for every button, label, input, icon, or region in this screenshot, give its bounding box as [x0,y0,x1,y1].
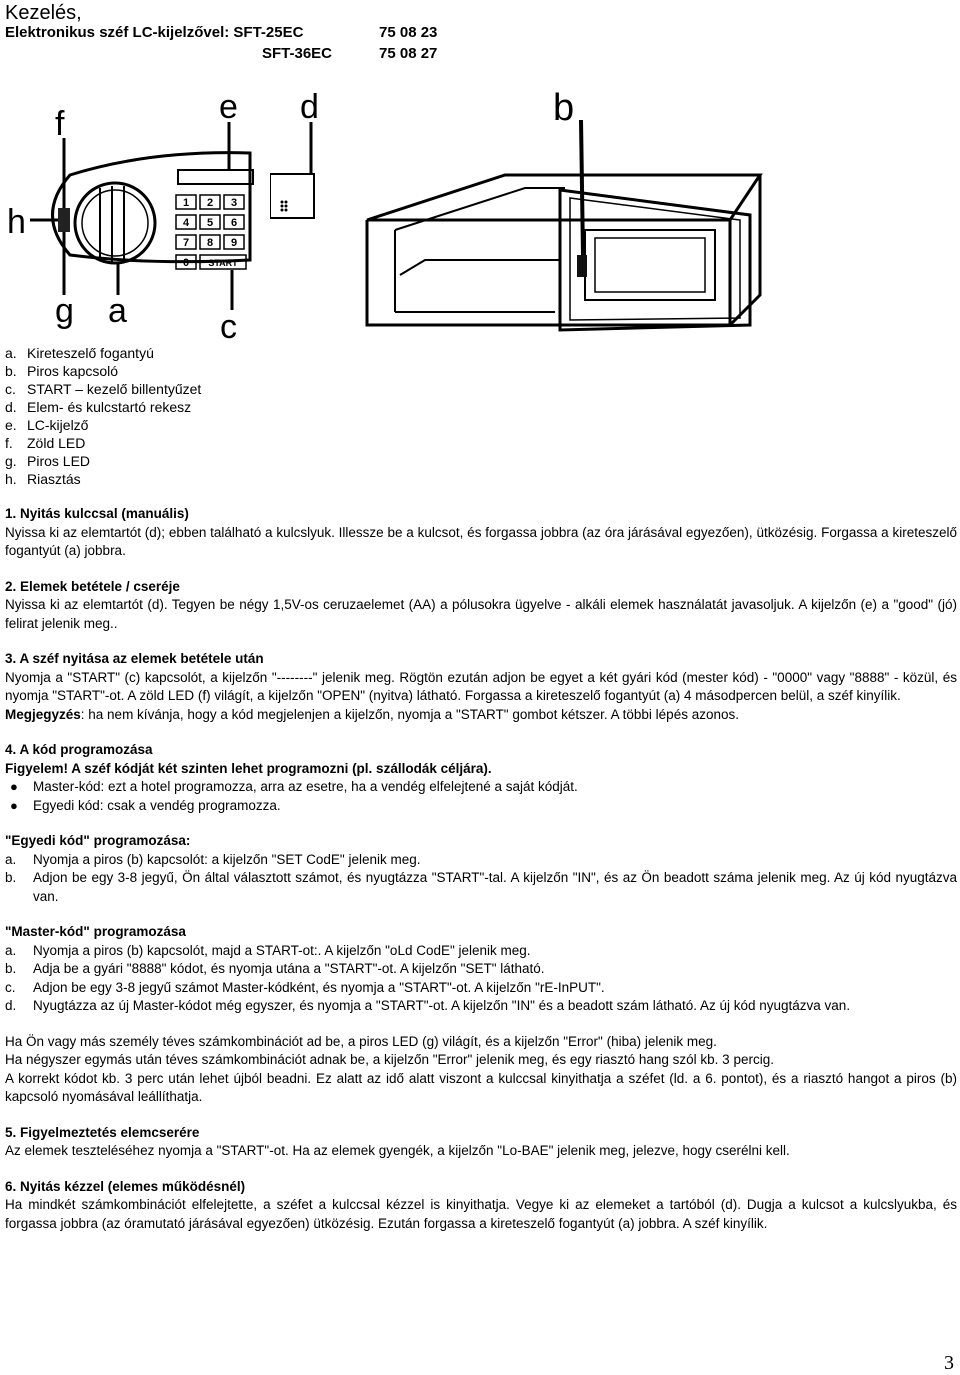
key-7: 7 [182,237,190,249]
product-code-2: 75 08 27 [379,45,438,62]
master-step: b. Adja be a gyári "8888" kódot, és nyomja utána a "START"-ot. A kijelzőn "SET" látható. [5,961,545,976]
legend-item: a. Kireteszelő fogantyú [5,345,154,361]
bullet-icon: ● [10,797,18,813]
section-3-title: 3. A széf nyitása az elemek betétele után [5,651,264,666]
safe-diagram [355,80,955,340]
section-2-text: Nyissa ki az elemtartót (d). Tegyen be négy 1,5V-os ceruzaelemet (AA) a pólusokra ügyelve - alkáli elemek használatát javasoljuk. A kijelzőn (e) a "good" (jó) felirat jelenik meg.. [5,597,957,631]
wrong-code-paragraph: A korrekt kódot kb. 3 perc után lehet újból beadni. Ez alatt az idő alatt viszont a kulccsal kinyithatja a széfet (ld. a 6. pontot), és a riasztó hangot a piros (b) kapcsoló nyomásával leállíthatja. [5,1070,957,1104]
key-start: START [208,258,238,268]
wrong-code-paragraph: Ha Ön vagy más személy téves számkombinációt ad be, a piros LED (g) világít, és a kijelzőn "Error" (hiba) jelenik meg. [5,1033,717,1049]
key-5: 5 [206,217,214,229]
master-step: a. Nyomja a piros (b) kapcsolót, majd a START-ot:. A kijelzőn "oLd CodE" jelenik meg. [5,942,531,958]
section-6-text: Ha mindkét számkombinációt elfelejtette, a széfet a kulccsal kézzel is kinyithatja. Vegye ki az elemeket a tartóból (d). Dugja a kulcsot a kulcslyukba, és forgassa jobbra (az óramutató járásával egyezően) ütközésig. Ezután forgassa a kireteszelő fogantyút (a) jobbra. A széf kinyílik. [5,1197,957,1231]
user-step: a. Nyomja a piros (b) kapcsolót: a kijelzőn "SET CodE" jelenik meg. [5,851,421,867]
page-number: 3 [944,1352,954,1374]
page-title: Kezelés, [5,2,82,24]
model-name-1: Elektronikus széf LC-kijelzővel: SFT-25EC [5,24,304,41]
legend-item: d. Elem- és kulcstartó rekesz [5,399,192,415]
label-g: g [55,292,74,330]
label-b: b [553,87,575,129]
section-1-text: Nyissa ki az elemtartót (d); ebben található a kulcslyuk. Illessze be a kulcsot, és forgassa jobbra (az óra járásával egyezően), ütközésig. Forgassa a kireteszelő fogantyút (a) jobbra. [5,524,957,558]
section-4-title: 4. A kód programozása [5,742,153,757]
section-3-note [5,706,957,725]
legend-item: g. Piros LED [5,453,91,469]
section-2-title: 2. Elemek betétele / cseréje [5,578,180,594]
label-d-text: d [300,90,319,126]
legend-item: b. Piros kapcsoló [5,363,119,379]
legend-item: e. LC-kijelző [5,417,89,433]
master-step: c. Adjon be egy 3-8 jegyű számot Master-kódként, és nyomja a "START"-ot. A kijelzőn "rE-InPUT". [5,979,605,995]
key-8: 8 [206,237,214,249]
section-3-text: Nyomja a "START" (c) kapcsolót, a kijelzőn "--------" jelenik meg. Rögtön ezután adjon be egyet a két gyári kód (mester kód) - "0000" vagy "8888" - közül, és nyomja "START"-ot. A zöld LED (f) világít, a kijelzőn "OPEN" (nyitva) látható. Forgassa a kireteszelő fogantyút (a) 4 másodpercen belül, a széf kinyílik. [5,669,957,703]
legend-item: h. Riasztás [5,471,81,487]
label-a: a [108,292,127,330]
wrong-code-paragraph: Ha négyszer egymás után téves számkombinációt adnak be, a kijelzőn "Error" jelenik meg, és egy riasztó hang szól kb. 3 percig. [5,1052,774,1067]
key-0: 0 [182,257,190,269]
key-1: 1 [182,197,190,209]
model-line-1 [5,24,303,41]
control-panel-diagram [0,90,280,340]
instructions-body [5,505,957,1233]
user-code-title: "Egyedi kód" programozása: [5,833,191,848]
model-name-2: SFT-36EC [262,45,333,62]
note-label: Megjegyzés [5,706,81,722]
section-5-text: Az elemek teszteléséhez nyomja a "START"-ot. Ha az elemek gyengék, a kijelzőn "Lo-BAE" jelenik meg, jelezve, hogy cserélni kell. [5,1143,790,1158]
key-6: 6 [230,217,238,229]
label-c: c [220,308,237,340]
label-h: h [7,203,26,241]
section-6-title: 6. Nyitás kézzel (elemes működésnél) [5,1178,246,1194]
label-f: f [55,105,65,143]
legend-item: f. Zöld LED [5,435,86,451]
section-1-title: 1. Nyitás kulccsal (manuális) [5,506,189,521]
bullet-icon: ● [10,779,18,794]
parts-legend [5,344,201,488]
key-3: 3 [230,197,238,209]
legend-item: c. START – kezelő billentyűzet [5,381,202,397]
key-4: 4 [182,217,190,229]
master-step: d. Nyugtázza az új Master-kódot még egyszer, és nyomja a "START"-ot. A kijelzőn "IN" és a beadott szám látható. Az új kód nyugtázva van. [5,998,851,1013]
key-2: 2 [206,197,214,209]
battery-door-callout [270,90,330,230]
user-step: b. Adjon be egy 3-8 jegyű, Ön által választott számot, és nyugtázza "START"-tal. A kijelzőn "IN", és az Ön beadott száma jelenik meg. Az új kód nyugtázva van. [5,870,957,904]
bullet-item: ● Master-kód: ezt a hotel programozza, arra az esetre, ha a vendég elfelejtené a saját kódját. [5,778,957,797]
label-e: e [219,90,238,126]
master-code-title: "Master-kód" programozása [5,924,186,939]
section-5-title: 5. Figyelmeztetés elemcserére [5,1124,200,1140]
bullet-item: ● Egyedi kód: csak a vendég programozza. [5,797,957,816]
section-4-warning: Figyelem! A széf kódját két szinten lehet programozni (pl. szállodák céljára). [5,760,492,776]
product-code-1: 75 08 23 [379,24,438,41]
key-9: 9 [230,237,238,249]
note-text: : ha nem kívánja, hogy a kód megjelenjen a kijelzőn, nyomja a "START" gombot kétszer. A többi lépés azonos. [80,706,739,722]
